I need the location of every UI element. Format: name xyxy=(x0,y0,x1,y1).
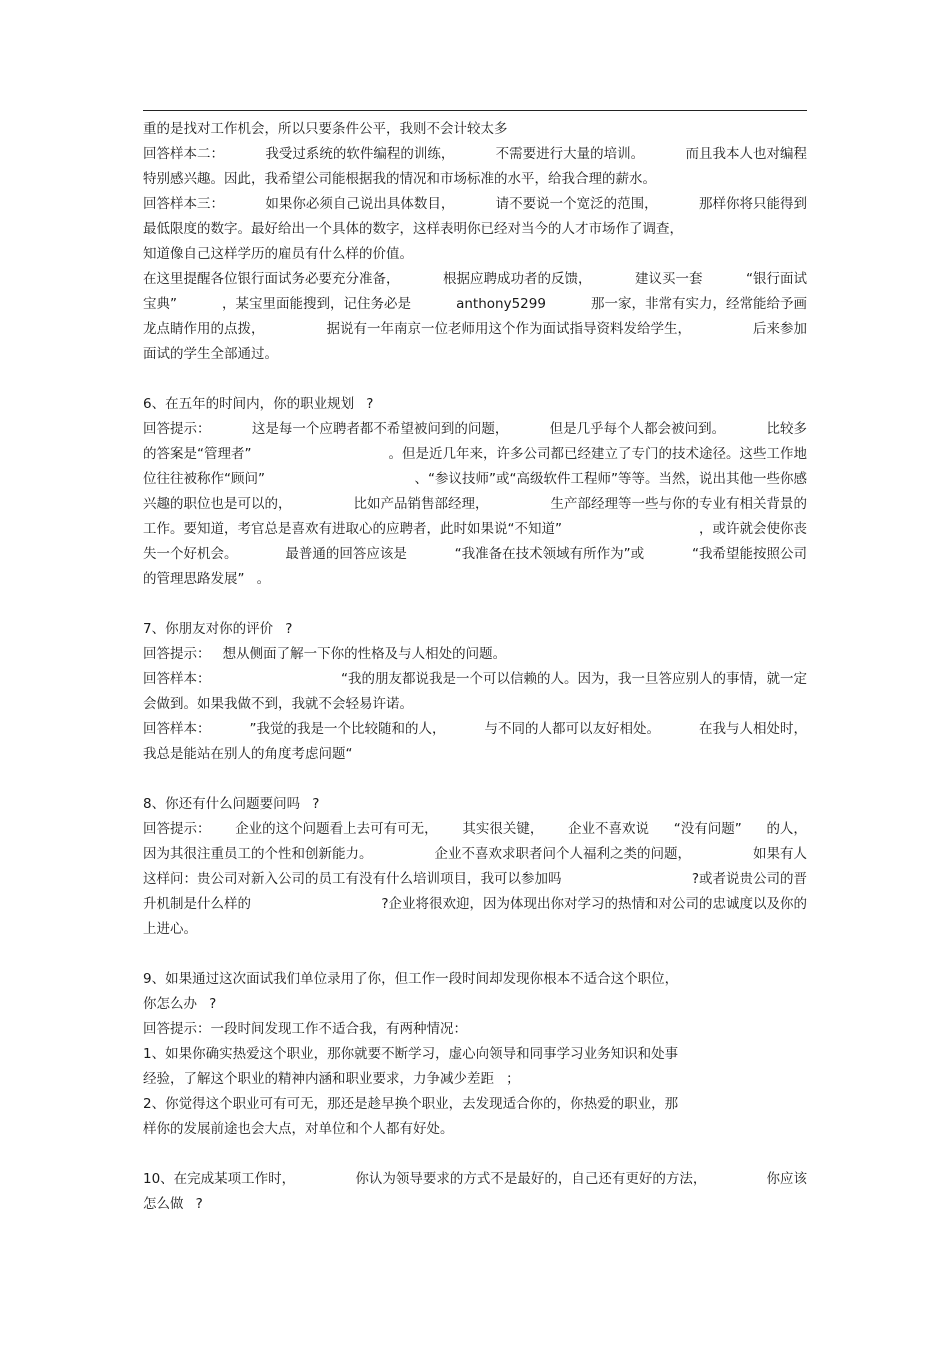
text-segment: 如果有人 xyxy=(753,846,807,862)
text-segment: 升机制是什么样的 xyxy=(143,896,251,912)
text-segment: 10、在完成某项工作时， xyxy=(143,1171,296,1187)
text-line xyxy=(143,842,807,867)
text-segment: ?或者说贵公司的晋 xyxy=(691,871,807,887)
text-segment: 9、如果通过这次面试我们单位录用了你，但工作一段时间却发现你根本不适合这个职位， xyxy=(143,971,679,987)
text-segment: ? xyxy=(285,621,293,637)
text-segment: ? xyxy=(209,996,217,1012)
text-line xyxy=(143,567,807,592)
text-line xyxy=(143,917,807,942)
text-segment: 。但是近几年来，许多公司都已经建立了专门的技术途径。这些工作地 xyxy=(388,446,807,462)
document-body xyxy=(143,117,807,1217)
text-segment: 工作。要知道，考官总是喜欢有进取心的应聘者，此时如果说“不知道” xyxy=(143,521,562,537)
text-line xyxy=(143,1042,807,1067)
text-line xyxy=(143,217,807,242)
text-line xyxy=(143,167,807,192)
text-line xyxy=(143,1167,807,1192)
text-segment: 你应该 xyxy=(766,1171,807,1187)
text-segment: 会做到。如果我做不到，我就不会轻易许诺。 xyxy=(143,696,413,712)
text-segment: 的管理思路发展” xyxy=(143,571,245,587)
text-line xyxy=(143,492,807,517)
text-segment: 2、你觉得这个职业可有可无，那还是趁早换个职业，去发现适合你的，你热爱的职业，那 xyxy=(143,1096,679,1112)
text-segment: 而且我本人也对编程 xyxy=(685,146,807,162)
text-segment: 1、如果你确实热爱这个职业，那你就要不断学习，虚心向领导和同事学习业务知识和处事 xyxy=(143,1046,679,1062)
text-segment: “银行面试 xyxy=(746,271,807,287)
text-line xyxy=(143,542,807,567)
text-segment: 比较多 xyxy=(766,421,807,437)
text-segment: 最普通的回答应该是 xyxy=(285,546,407,562)
text-line xyxy=(143,467,807,492)
text-segment: 样你的发展前途也会大点，对单位和个人都有好处。 xyxy=(143,1121,454,1137)
text-line xyxy=(143,142,807,167)
text-segment: 因为其很注重员工的个性和创新能力。 xyxy=(143,846,373,862)
text-segment: 生产部经理等一些与你的专业有相关背景的 xyxy=(550,496,807,512)
text-line xyxy=(143,742,807,767)
text-segment: 位往往被称作“顾问” xyxy=(143,471,265,487)
text-segment: 重的是找对工作机会，所以只要条件公平，我则不会计较太多 xyxy=(143,121,508,137)
text-line xyxy=(143,1017,807,1042)
text-line xyxy=(143,892,807,917)
text-line xyxy=(143,317,807,342)
text-segment: 我总是能站在别人的角度考虑问题“ xyxy=(143,746,353,762)
text-segment: 。 xyxy=(256,571,271,587)
text-segment: 这样问：贵公司对新入公司的员工有没有什么培训项目，我可以参加吗 xyxy=(143,871,562,887)
text-line xyxy=(143,417,807,442)
text-segment: 据说有一年南京一位老师用这个作为面试指导资料发给学生， xyxy=(326,321,691,337)
text-segment: 8、你还有什么问题要问吗 xyxy=(143,796,301,812)
text-segment: 经验，了解这个职业的精神内涵和职业要求，力争减少差距 xyxy=(143,1071,494,1087)
text-line xyxy=(143,992,807,1017)
text-line xyxy=(143,117,807,142)
text-segment: 面试的学生全部通过。 xyxy=(143,346,278,362)
text-line xyxy=(143,867,807,892)
text-segment: 根据应聘成功者的反馈， xyxy=(443,271,592,287)
text-segment: “我的朋友都说我是一个可以信赖的人。因为，我一旦答应别人的事情，就一定 xyxy=(341,671,807,687)
text-segment: 与不同的人都可以友好相处。 xyxy=(484,721,660,737)
text-segment: ?企业将很欢迎，因为体现出你对学习的热情和对公司的忠诚度以及你的 xyxy=(381,896,807,912)
text-segment: 失一个好机会。 xyxy=(143,546,238,562)
text-line xyxy=(143,392,807,417)
text-segment: 最低限度的数字。最好给出一个具体的数字，这样表明你已经对当今的人才市场作了调查， xyxy=(143,221,683,237)
text-segment: 回答提示：一段时间发现工作不适合我，有两种情况： xyxy=(143,1021,467,1037)
text-line xyxy=(143,692,807,717)
text-segment: 龙点睛作用的点拨， xyxy=(143,321,265,337)
text-line xyxy=(143,1092,807,1117)
text-line xyxy=(143,342,807,367)
text-segment: 宝典” xyxy=(143,296,177,312)
text-segment: anthony5299 xyxy=(456,296,546,312)
section-gap xyxy=(143,1142,807,1167)
text-segment: 我受过系统的软件编程的训练， xyxy=(265,146,455,162)
section-gap xyxy=(143,367,807,392)
text-segment: 回答提示： xyxy=(143,646,211,662)
text-segment: ，或许就会使你丧 xyxy=(699,521,807,537)
text-segment: 想从侧面了解一下你的性格及与人相处的问题。 xyxy=(222,646,507,662)
text-segment: 的答案是“管理者” xyxy=(143,446,252,462)
text-segment: 不需要进行大量的培训。 xyxy=(495,146,645,162)
text-segment: “没有问题” xyxy=(673,821,742,837)
text-line xyxy=(143,642,807,667)
text-segment: 但是几乎每个人都会被问到。 xyxy=(549,421,726,437)
section-gap xyxy=(143,942,807,967)
text-line xyxy=(143,1117,807,1142)
text-segment: ? xyxy=(366,396,374,412)
text-segment: 如果你必须自己说出具体数目， xyxy=(265,196,455,212)
text-segment: “我准备在技术领域有所作为”或 xyxy=(454,546,645,562)
text-line xyxy=(143,1067,807,1092)
text-segment: ”我觉的我是一个比较随和的人， xyxy=(249,721,446,737)
text-segment: 企业的这个问题看上去可有可无， xyxy=(235,821,438,837)
text-segment: 比如产品销售部经理， xyxy=(353,496,489,512)
text-segment: 回答样本： xyxy=(143,671,211,687)
text-line xyxy=(143,1192,807,1217)
text-segment: 建议买一套 xyxy=(635,271,703,287)
text-segment: 你怎么办 xyxy=(143,996,197,1012)
text-line xyxy=(143,817,807,842)
text-segment: 的人， xyxy=(766,821,807,837)
text-line xyxy=(143,667,807,692)
text-segment: 6、在五年的时间内，你的职业规划 xyxy=(143,396,355,412)
text-segment: 那样你将只能得到 xyxy=(698,196,807,212)
text-segment: 其实很关键， xyxy=(462,821,544,837)
text-segment: 、“参议技师”或“高级软件工程师”等等。当然，说出其他一些你感 xyxy=(414,471,807,487)
text-line xyxy=(143,242,807,267)
text-segment: 在我与人相处时， xyxy=(699,721,807,737)
text-segment: 企业不喜欢说 xyxy=(568,821,650,837)
text-line xyxy=(143,292,807,317)
text-segment: 请不要说一个宽泛的范围， xyxy=(495,196,658,212)
text-segment: ? xyxy=(195,1196,203,1212)
text-segment: 回答样本三： xyxy=(143,196,224,212)
text-segment: ； xyxy=(506,1071,520,1087)
text-segment: 在这里提醒各位银行面试务必要充分准备， xyxy=(143,271,400,287)
text-segment: 你认为领导要求的方式不是最好的，自己还有更好的方法， xyxy=(355,1171,707,1187)
section-gap xyxy=(143,767,807,792)
text-segment: 特别感兴趣。因此，我希望公司能根据我的情况和市场标准的水平，给我合理的薪水。 xyxy=(143,171,656,187)
text-segment: “我希望能按照公司 xyxy=(691,546,807,562)
text-line xyxy=(143,617,807,642)
text-segment: 企业不喜欢求职者问个人福利之类的问题， xyxy=(434,846,691,862)
text-segment: ，某宝里面能搜到，记住务必是 xyxy=(222,296,412,312)
text-segment: 兴趣的职位也是可以的， xyxy=(143,496,292,512)
text-line xyxy=(143,267,807,292)
text-segment: 回答提示： xyxy=(143,421,211,437)
text-segment: 这是每一个应聘者都不希望被问到的问题， xyxy=(251,421,509,437)
text-segment: 那一家，非常有实力，经常能给予画 xyxy=(590,296,807,312)
text-segment: 后来参加 xyxy=(753,321,807,337)
text-line xyxy=(143,967,807,992)
text-segment: 回答提示： xyxy=(143,821,211,837)
text-line xyxy=(143,192,807,217)
header-rule xyxy=(143,110,807,111)
text-line xyxy=(143,517,807,542)
text-segment: 回答样本二： xyxy=(143,146,224,162)
text-line xyxy=(143,717,807,742)
text-segment: 7、你朋友对你的评价 xyxy=(143,621,274,637)
text-line xyxy=(143,792,807,817)
text-segment: ? xyxy=(312,796,320,812)
text-segment: 知道像自己这样学历的雇员有什么样的价值。 xyxy=(143,246,413,262)
text-line xyxy=(143,442,807,467)
text-segment: 回答样本： xyxy=(143,721,211,737)
section-gap xyxy=(143,592,807,617)
text-segment: 怎么做 xyxy=(143,1196,184,1212)
text-segment: 上进心。 xyxy=(143,921,197,937)
